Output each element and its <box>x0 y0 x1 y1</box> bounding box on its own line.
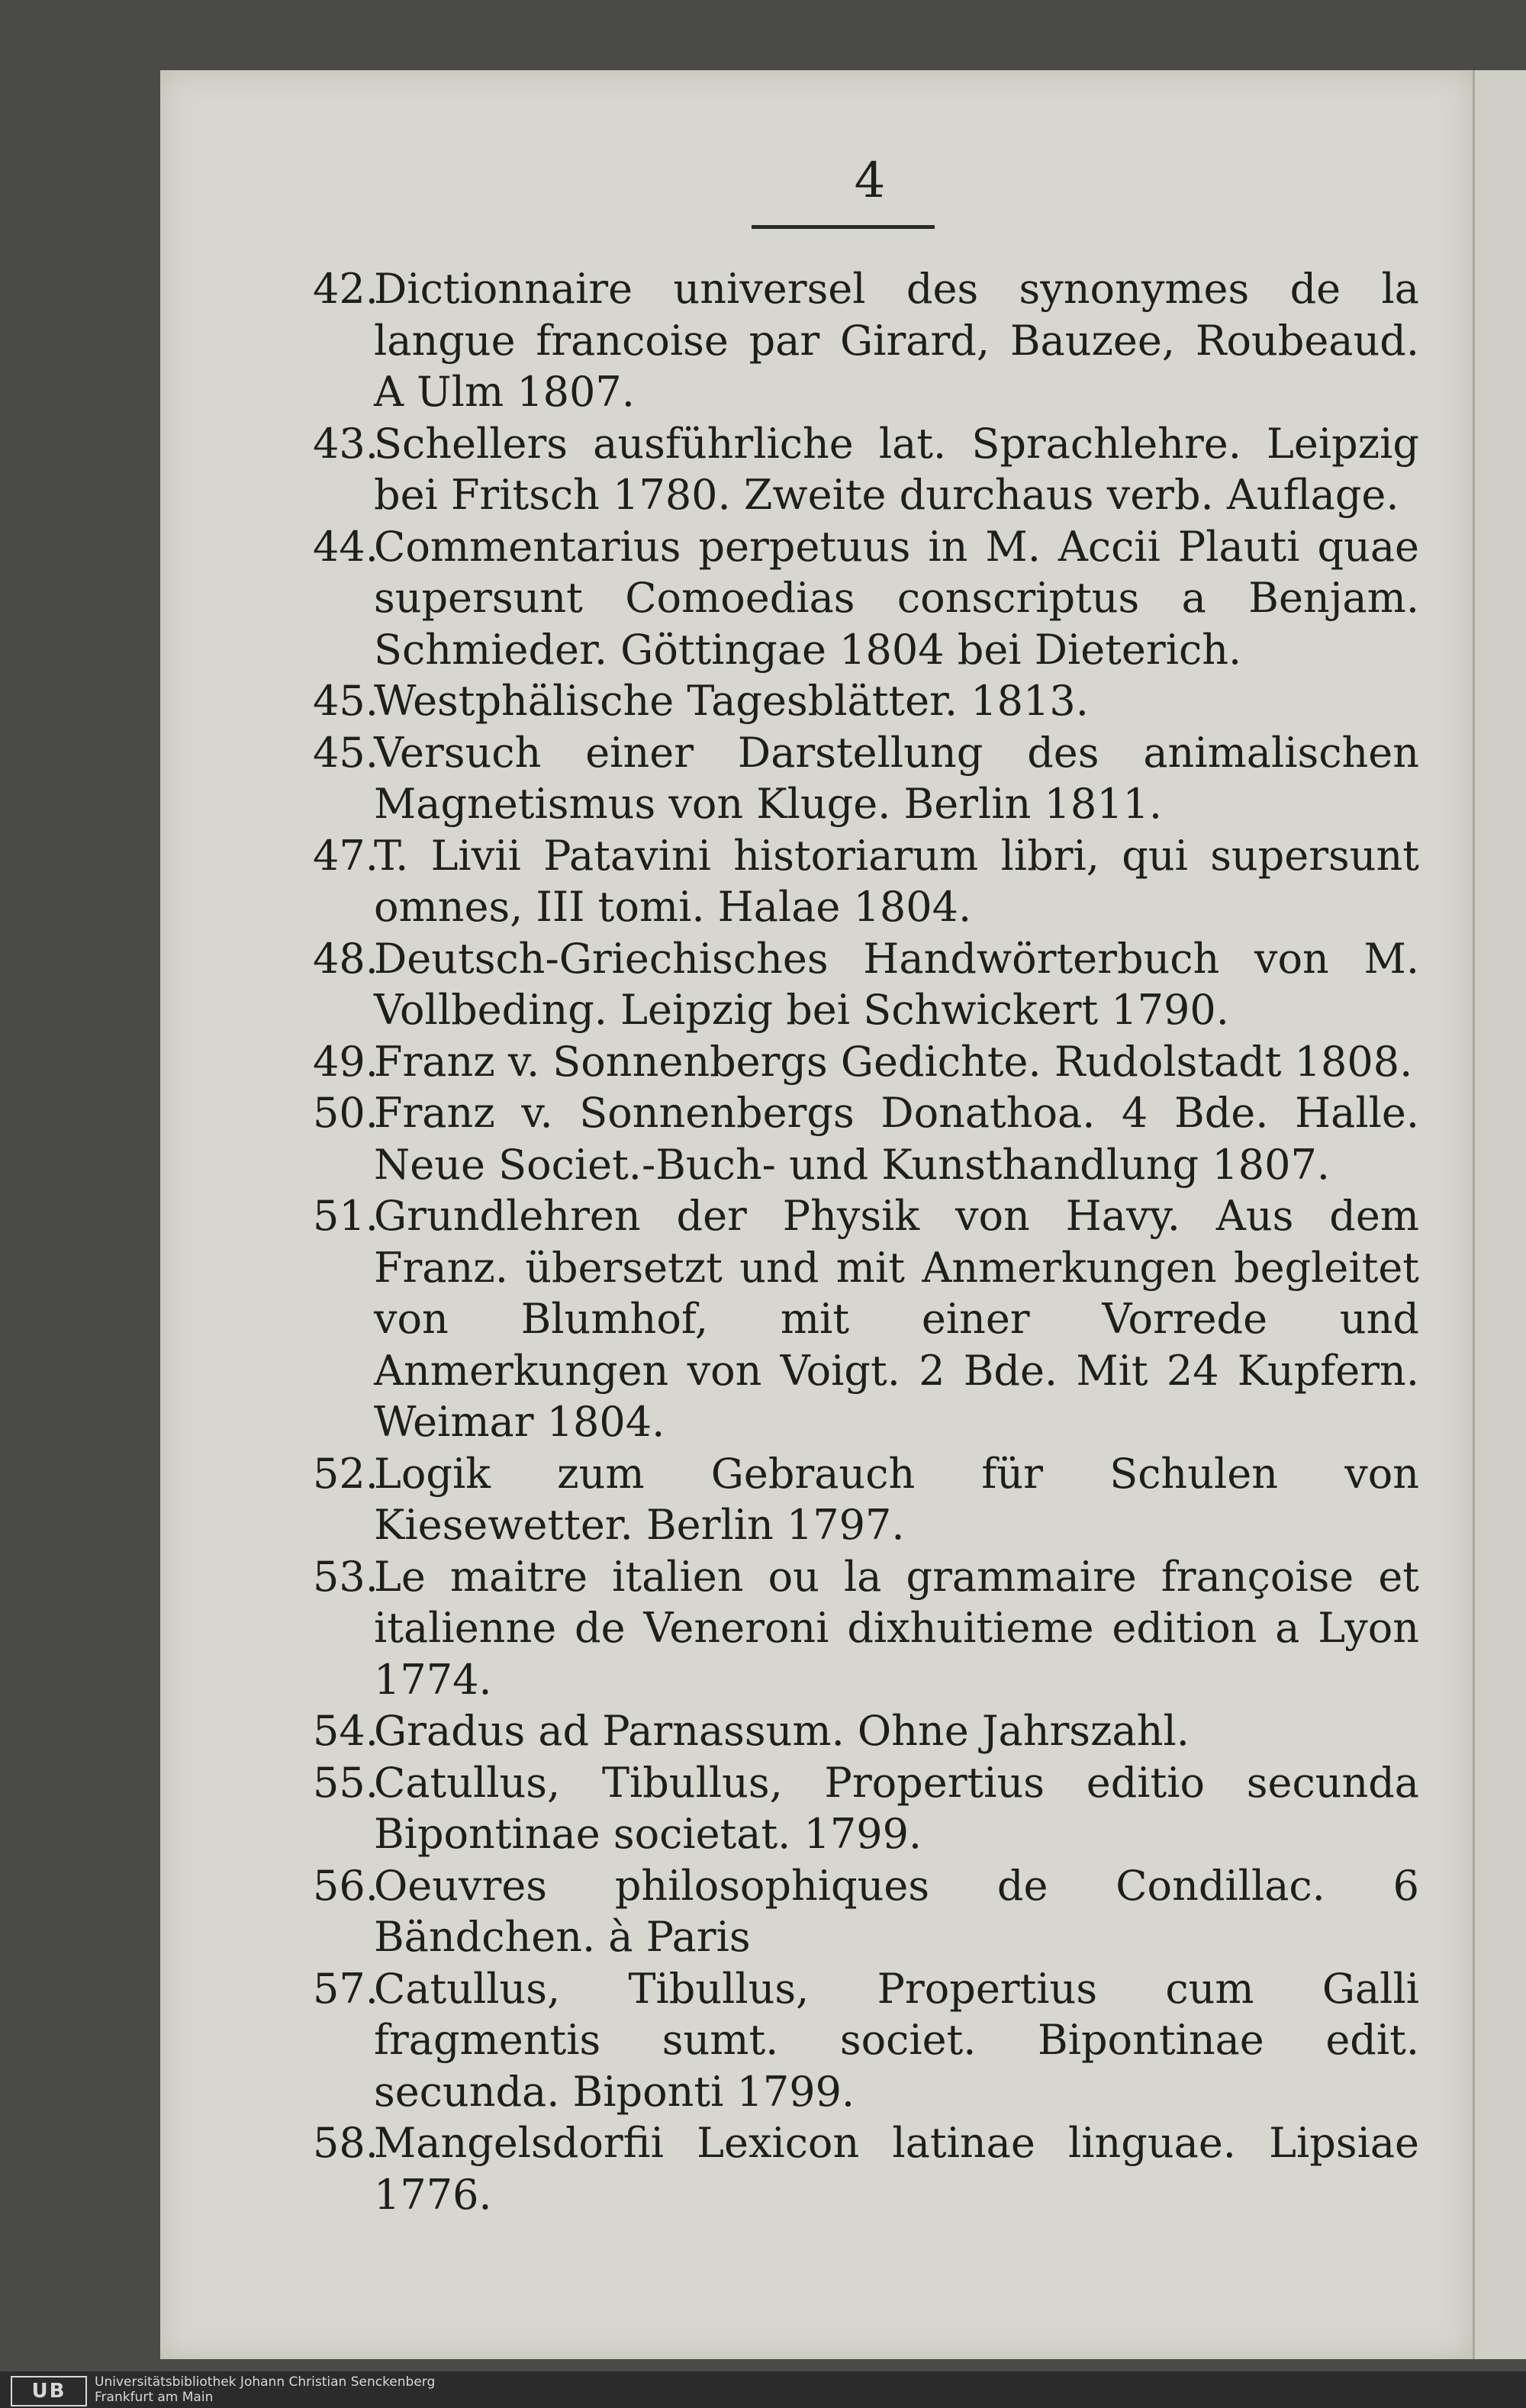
library-logo: UB <box>11 2376 87 2406</box>
catalog-entry <box>313 1705 1419 1757</box>
entry-text: Mangelsdorfii Lexicon latinae linguae. Lipsiae 1776. <box>374 2119 1419 2219</box>
catalog-entry <box>313 1190 1419 1448</box>
entry-number: 53. <box>313 1552 378 1601</box>
catalog-entry <box>313 2117 1419 2220</box>
entry-text: Catullus, Tibullus, Propertius cum Galli fragmentis sumt. societ. Bipontinae edit. secunda. Biponti 1799. <box>374 1964 1419 2116</box>
footer-bar <box>0 2371 1526 2408</box>
entry-text: Westphälische Tagesblätter. 1813. <box>374 677 1089 725</box>
entry-number: 47. <box>313 831 378 880</box>
catalog-entry <box>313 933 1419 1036</box>
page-number: 4 <box>854 153 886 209</box>
catalog-entry <box>313 1448 1419 1551</box>
entry-text: Commentarius perpetuus in M. Accii Plauti quae supersunt Comoedias conscriptus a Benjam. Schmieder. Göttingae 1804 bei Dieterich. <box>374 522 1419 674</box>
entry-number: 52. <box>313 1449 378 1498</box>
header-rule <box>752 225 935 229</box>
entry-text: Catullus, Tibullus, Propertius editio secunda Bipontinae societat. 1799. <box>374 1758 1419 1858</box>
entry-number: 54. <box>313 1707 378 1755</box>
catalog-entry <box>313 727 1419 830</box>
catalog-entry <box>313 675 1419 727</box>
catalog-entry <box>313 1860 1419 1963</box>
entry-number: 58. <box>313 2119 378 2167</box>
entry-text: Deutsch-Griechisches Handwörterbuch von M. Vollbeding. Leipzig bei Schwickert 1790. <box>374 934 1419 1034</box>
library-city: Frankfurt am Main <box>95 2390 214 2405</box>
entry-number: 44. <box>313 522 378 571</box>
catalog-entry <box>313 418 1419 521</box>
entry-number: 42. <box>313 265 378 313</box>
entry-text: Franz v. Sonnenbergs Gedichte. Rudolstadt 1808. <box>374 1037 1413 1086</box>
entry-text: Gradus ad Parnassum. Ohne Jahrszahl. <box>374 1707 1190 1755</box>
entry-number: 45. <box>313 728 378 777</box>
entry-number: 45. <box>313 677 378 725</box>
entry-number: 50. <box>313 1089 378 1137</box>
next-page-edge <box>1473 70 1526 2359</box>
entry-number: 56. <box>313 1861 378 1910</box>
entry-text: Oeuvres philosophiques de Condillac. 6 Bändchen. à Paris <box>374 1861 1419 1961</box>
catalog-entry <box>313 1963 1419 2118</box>
entry-text: Le maitre italien ou la grammaire françoise et italienne de Veneroni dixhuitieme edition a Lyon 1774. <box>374 1552 1419 1704</box>
entry-text: Franz v. Sonnenbergs Donathoa. 4 Bde. Halle. Neue Societ.-Buch- und Kunsthandlung 1807. <box>374 1089 1419 1189</box>
entry-number: 49. <box>313 1037 378 1086</box>
entry-text: Dictionnaire universel des synonymes de la langue francoise par Girard, Bauzee, Roubeaud. A Ulm 1807. <box>374 265 1419 416</box>
entry-number: 55. <box>313 1758 378 1807</box>
catalog-entries <box>313 263 1419 2220</box>
entry-number: 48. <box>313 934 378 983</box>
catalog-entry <box>313 1551 1419 1706</box>
catalog-entry <box>313 263 1419 418</box>
entry-text: Versuch einer Darstellung des animalischen Magnetismus von Kluge. Berlin 1811. <box>374 728 1419 828</box>
library-name: Universitätsbibliothek Johann Christian Senckenberg <box>95 2374 436 2390</box>
catalog-entry <box>313 1757 1419 1860</box>
catalog-entry <box>313 1087 1419 1190</box>
catalog-entry <box>313 521 1419 676</box>
entry-number: 57. <box>313 1964 378 2013</box>
entry-number: 43. <box>313 419 378 468</box>
entry-text: Schellers ausführliche lat. Sprachlehre. Leipzig bei Fritsch 1780. Zweite durchaus verb. Auflage. <box>374 419 1419 519</box>
catalog-entry <box>313 830 1419 933</box>
entry-text: Grundlehren der Physik von Havy. Aus dem Franz. übersetzt und mit Anmerkungen begleitet von Blumhof, mit einer Vorrede und Anmerkungen von Voigt. 2 Bde. Mit 24 Kupfern. Weimar 1804. <box>374 1192 1419 1446</box>
entry-text: T. Livii Patavini historiarum libri, qui supersunt omnes, III tomi. Halae 1804. <box>374 831 1419 931</box>
entry-text: Logik zum Gebrauch für Schulen von Kiesewetter. Berlin 1797. <box>374 1449 1419 1549</box>
entry-number: 51. <box>313 1192 378 1240</box>
catalog-entry <box>313 1036 1419 1088</box>
